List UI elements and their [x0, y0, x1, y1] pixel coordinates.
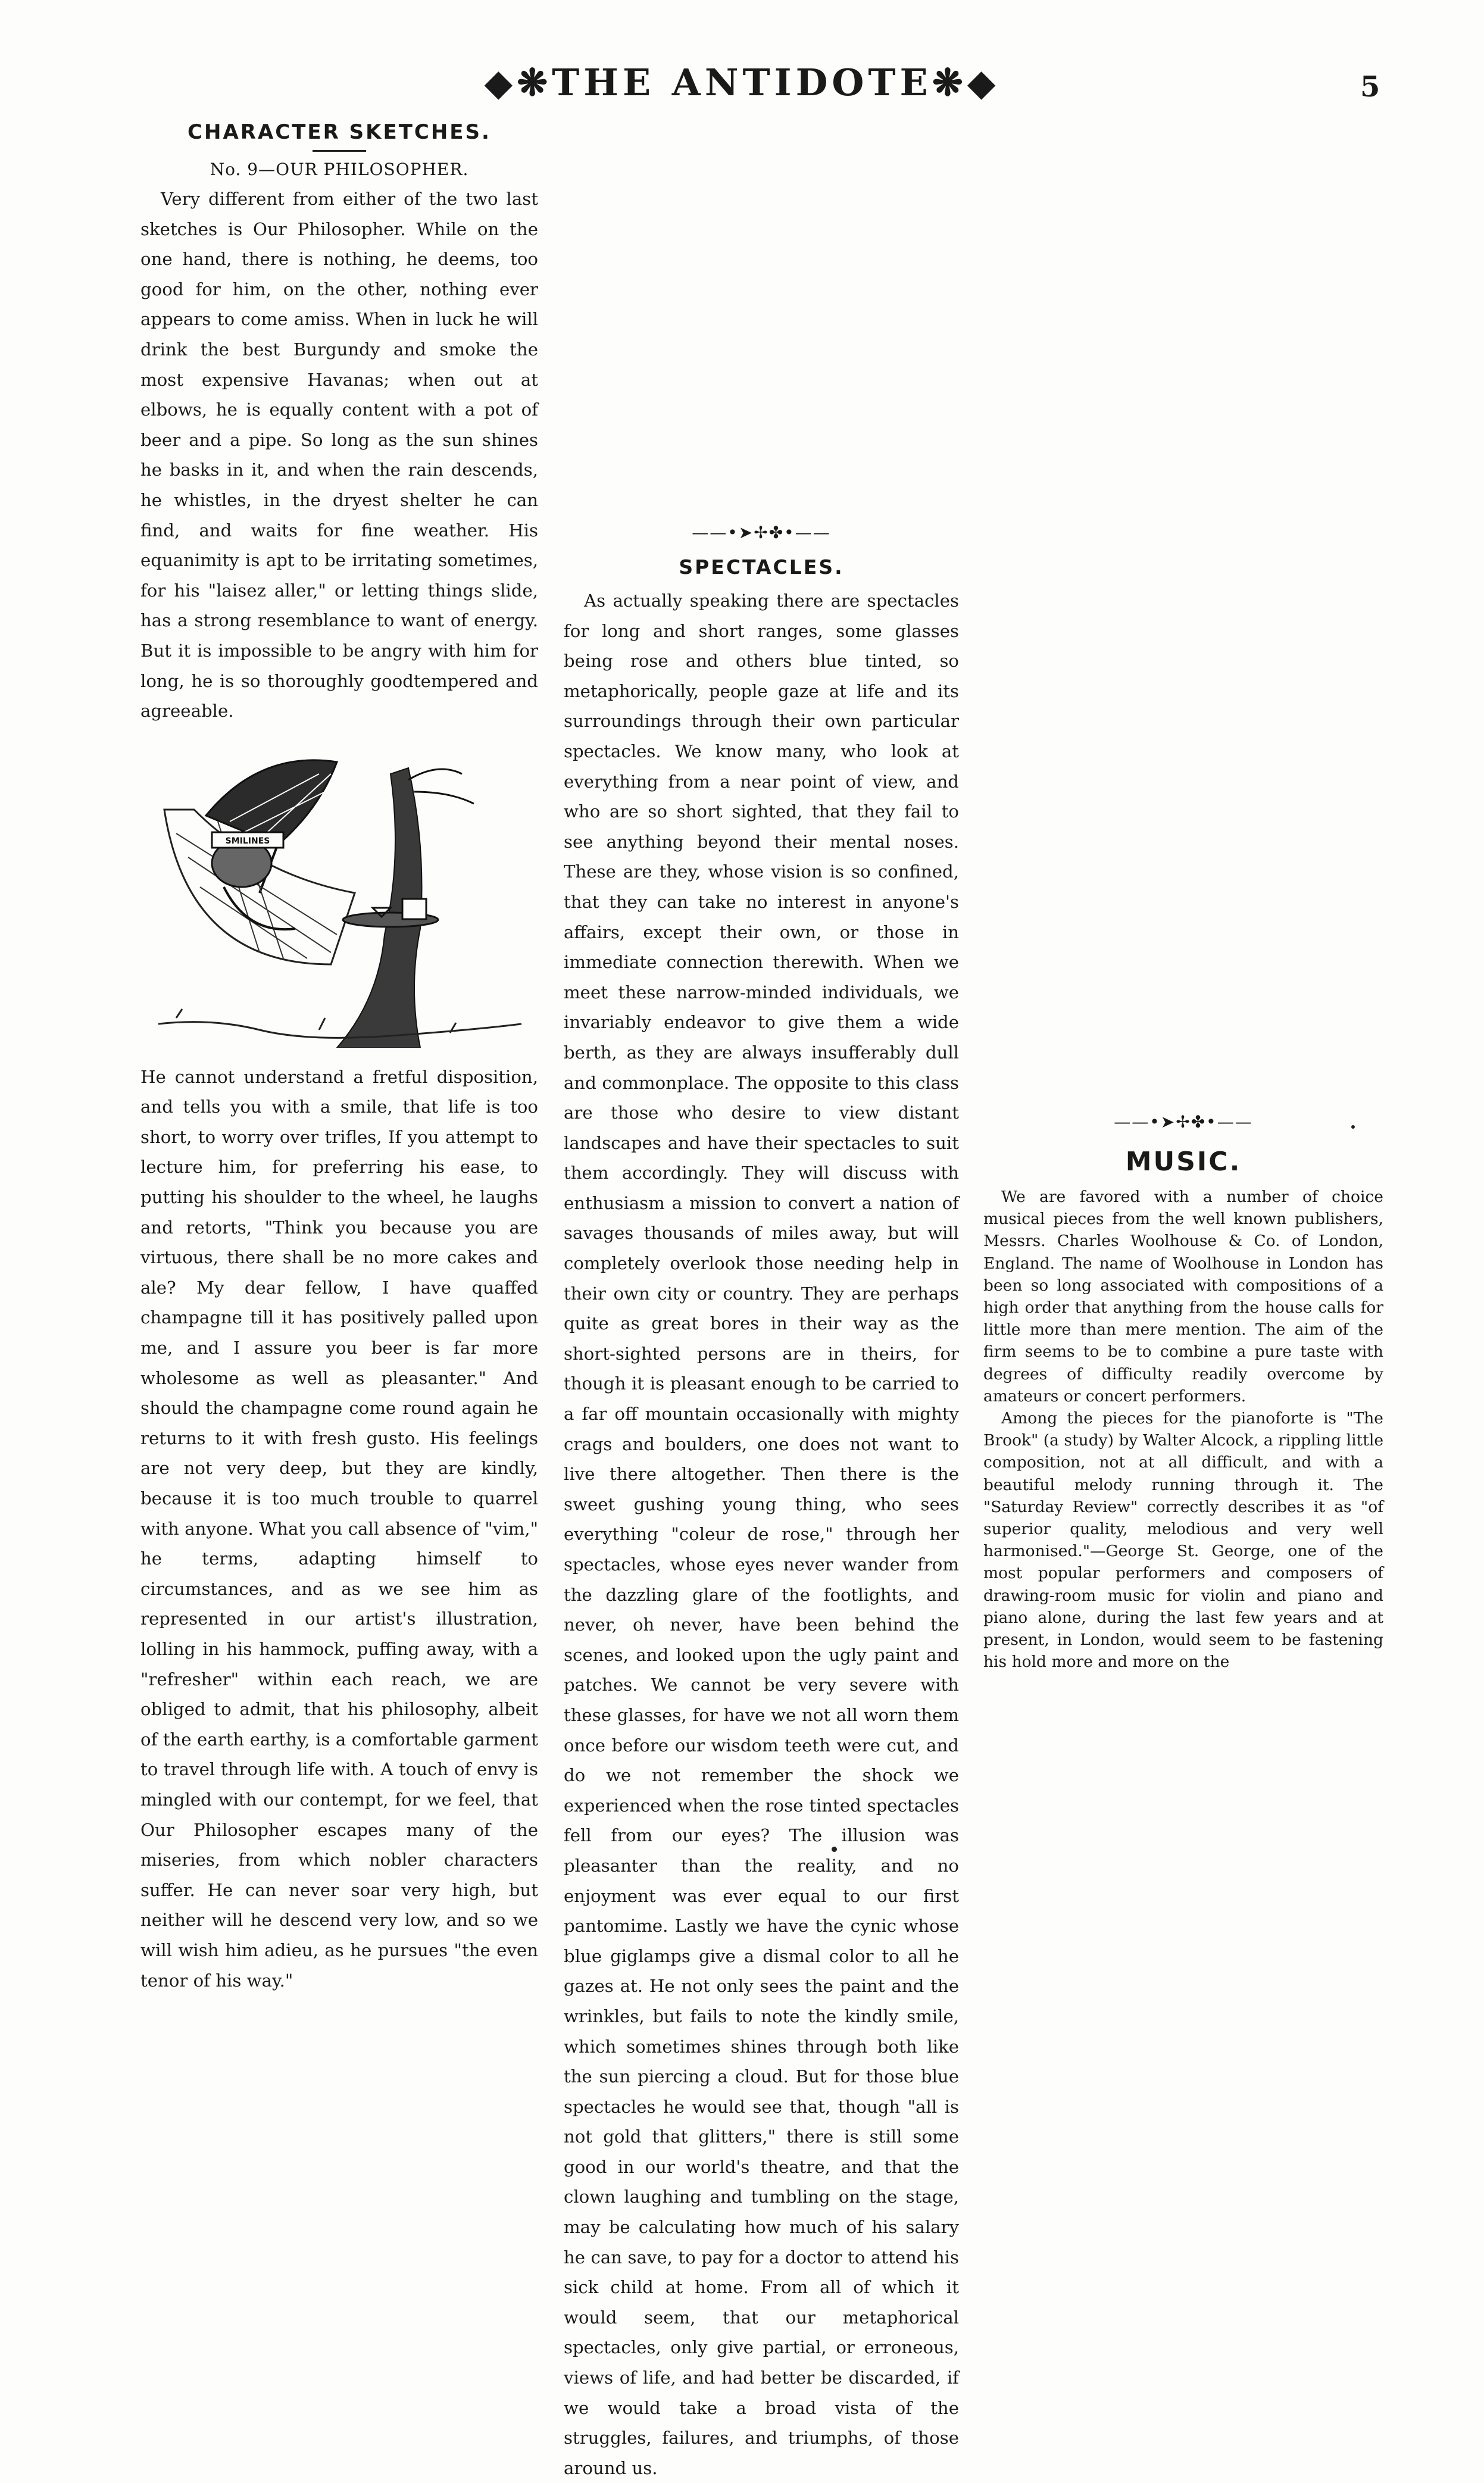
music-body [983, 1186, 1383, 1673]
illustration-label: SMILINES [225, 836, 270, 846]
section-divider-ornament: ——•➤✢✤•—— [1114, 1112, 1253, 1132]
stray-mark [1351, 1125, 1355, 1129]
masthead-ornament-right: ❋◆ [932, 61, 1000, 104]
philosopher-paragraph-1: Very different from either of the two last sketches is Our Philosopher. While on the one hand, there is nothing, he deems, too good for him, on the other, nothing ever appears to come amiss. When in luck he will drink the best Burgundy and smoke the most expensive Havanas; when out at elbows, he is equally content with a pot of beer and a pipe. So long as the sun shines he basks in it, and when the rain descends, he whistles, in the dryest shelter he can find, and waits for fine weather. His equanimity is apt to be irritating sometimes, for his "laisez aller," or letting things slide, has a strong resemblance to want of energy. But it is impossible to be angry with him for long, he is so thoroughly goodtempered and agreeable. [140, 189, 538, 722]
masthead [0, 61, 1484, 104]
music-paragraph-2: Among the pieces for the pianoforte is "The Brook" (a study) by Walter Alcock, a rippling little composition, not at all difficult, and with a beautiful melody running through it. The "Saturday Review" correctly describes it as "of superior quality, melodious and very well harmonised."—George St. George, one of the most popular performers and composers of drawing-room music for violin and piano and piano alone, during the last few years and at present, in London, would seem to be fastening his hold more and more on the [983, 1409, 1383, 1672]
section-divider-ornament: ——•➤✢✤•—— [692, 523, 831, 542]
masthead-ornament-left: ◆❋ [484, 61, 552, 104]
column-3 [983, 1106, 1383, 1673]
music-heading: MUSIC. [1125, 1147, 1242, 1177]
character-sketches-subheading: No. 9—OUR PHILOSOPHER. [210, 160, 469, 179]
spectacles-paragraph: As actually speaking there are spectacles for long and short ranges, some glasses being rose and others blue tinted, so metaphorically, people gaze at life and its surroundings through their own particular spectacles. We know many, who look at everything from a near point of view, and who are so short sighted, that they fail to see anything beyond their mental noses. These are they, whose vision is so confined, that they can take no interest in anyone's affairs, except their own, or those in immediate connection therewith. When we meet these narrow-minded individuals, we invariably endeavor to give them a wide berth, as they are always insufferably dull and commonplace. The opposite to this class are those who desire to view distant landscapes and have their spectacles to suit them accordingly. They will discuss with enthusiasm a mission to convert a nation of savages thousands of miles away, but will completely overlook those needing help in their own city or country. They are perhaps quite as great bores in their way as the short-sighted persons are in theirs, for though it is pleasant enough to be carried to a far off mountain occasionally with mighty crags and boulders, one does not want to live there altogether. Then there is the sweet gushing young thing, who sees everything "coleur de rose," through her spectacles, whose eyes never wander from the dazzling glare of the footlights, and never, oh never, have been behind the scenes, and looked upon the ugly paint and patches. We cannot be very severe with these glasses, for have we not all worn them once before our wisdom teeth were cut, and do we not remember the shock we experienced when the rose tinted spectacles fell from our eyes? The illusion was pleasanter than the reality, and no enjoyment was ever equal to our first pantomime. Lastly we have the cynic whose blue giglamps give a dismal color to all he gazes at. He not only sees the paint and the wrinkles, but fails to note the kindly smile, which sometimes shines through both like the sun piercing a cloud. But for those blue spectacles he would see that, though "all is not gold that glitters," there is still some good in our world's theatre, and that the clown laughing and tumbling on the stage, may be calculating how much of his salary he can save, to pay for a doctor to attend his sick child at home. From all of which it would seem, that our metaphorical spectacles, only give partial, or erroneous, views of life, and had better be discarded, if we would take a broad vista of the struggles, failures, and triumphs, of those around us. [564, 591, 959, 2478]
character-sketches-heading: CHARACTER SKETCHES. [188, 120, 491, 144]
philosopher-paragraph-2: He cannot understand a fretful disposition, and tells you with a smile, that life is too short, to worry over trifles, If you attempt to lecture him, for preferring his ease, to putting his shoulder to the wheel, he laughs and retorts, "Think you because you are virtuous, there shall be no more cakes and ale? My dear fellow, I have quaffed champagne till it has positively palled upon me, and I assure you beer is far more wholesome as well as pleasanter." And should the champagne come round again he returns to it with fresh gusto. His feelings are not very deep, but they are kindly, because it is too much trouble to quarrel with anyone. What you call absence of "vim," he terms, adapting himself to circumstances, and as we see him as represented in our artist's illustration, lolling in his hammock, puffing away, with a "refresher" within each reach, we are obliged to admit, that his philosophy, albeit of the earth earthy, is a comfortable garment to travel through life with. A touch of envy is mingled with our contempt, for we feel, that Our Philosopher escapes many of the miseries, from which nobler characters suffer. He can never soar very high, but neither will he descend very low, and so we will wish him adieu, as he pursues "the even tenor of his way." [140, 1066, 538, 1991]
column-1 [140, 117, 538, 1995]
philosopher-hammock-illustration [140, 738, 538, 1048]
masthead-title: THE ANTIDOTE [552, 61, 932, 104]
spectacles-heading: SPECTACLES. [679, 555, 844, 579]
music-paragraph-1: We are favored with a number of choice musical pieces from the well known publishers, Messrs. Charles Woolhouse & Co. of London, England. The name of Woolhouse in London has been so long associated with compositions of a high order that anything from the house calls for little more than mere mention. The aim of the firm seems to be to combine a pure taste with degrees of difficulty readily overcome by amateurs or concert performers. [983, 1188, 1383, 1406]
page-number: 5 [1360, 70, 1380, 104]
stray-mark [832, 1847, 837, 1852]
heading-rule [313, 150, 366, 152]
column-2 [564, 517, 959, 2483]
